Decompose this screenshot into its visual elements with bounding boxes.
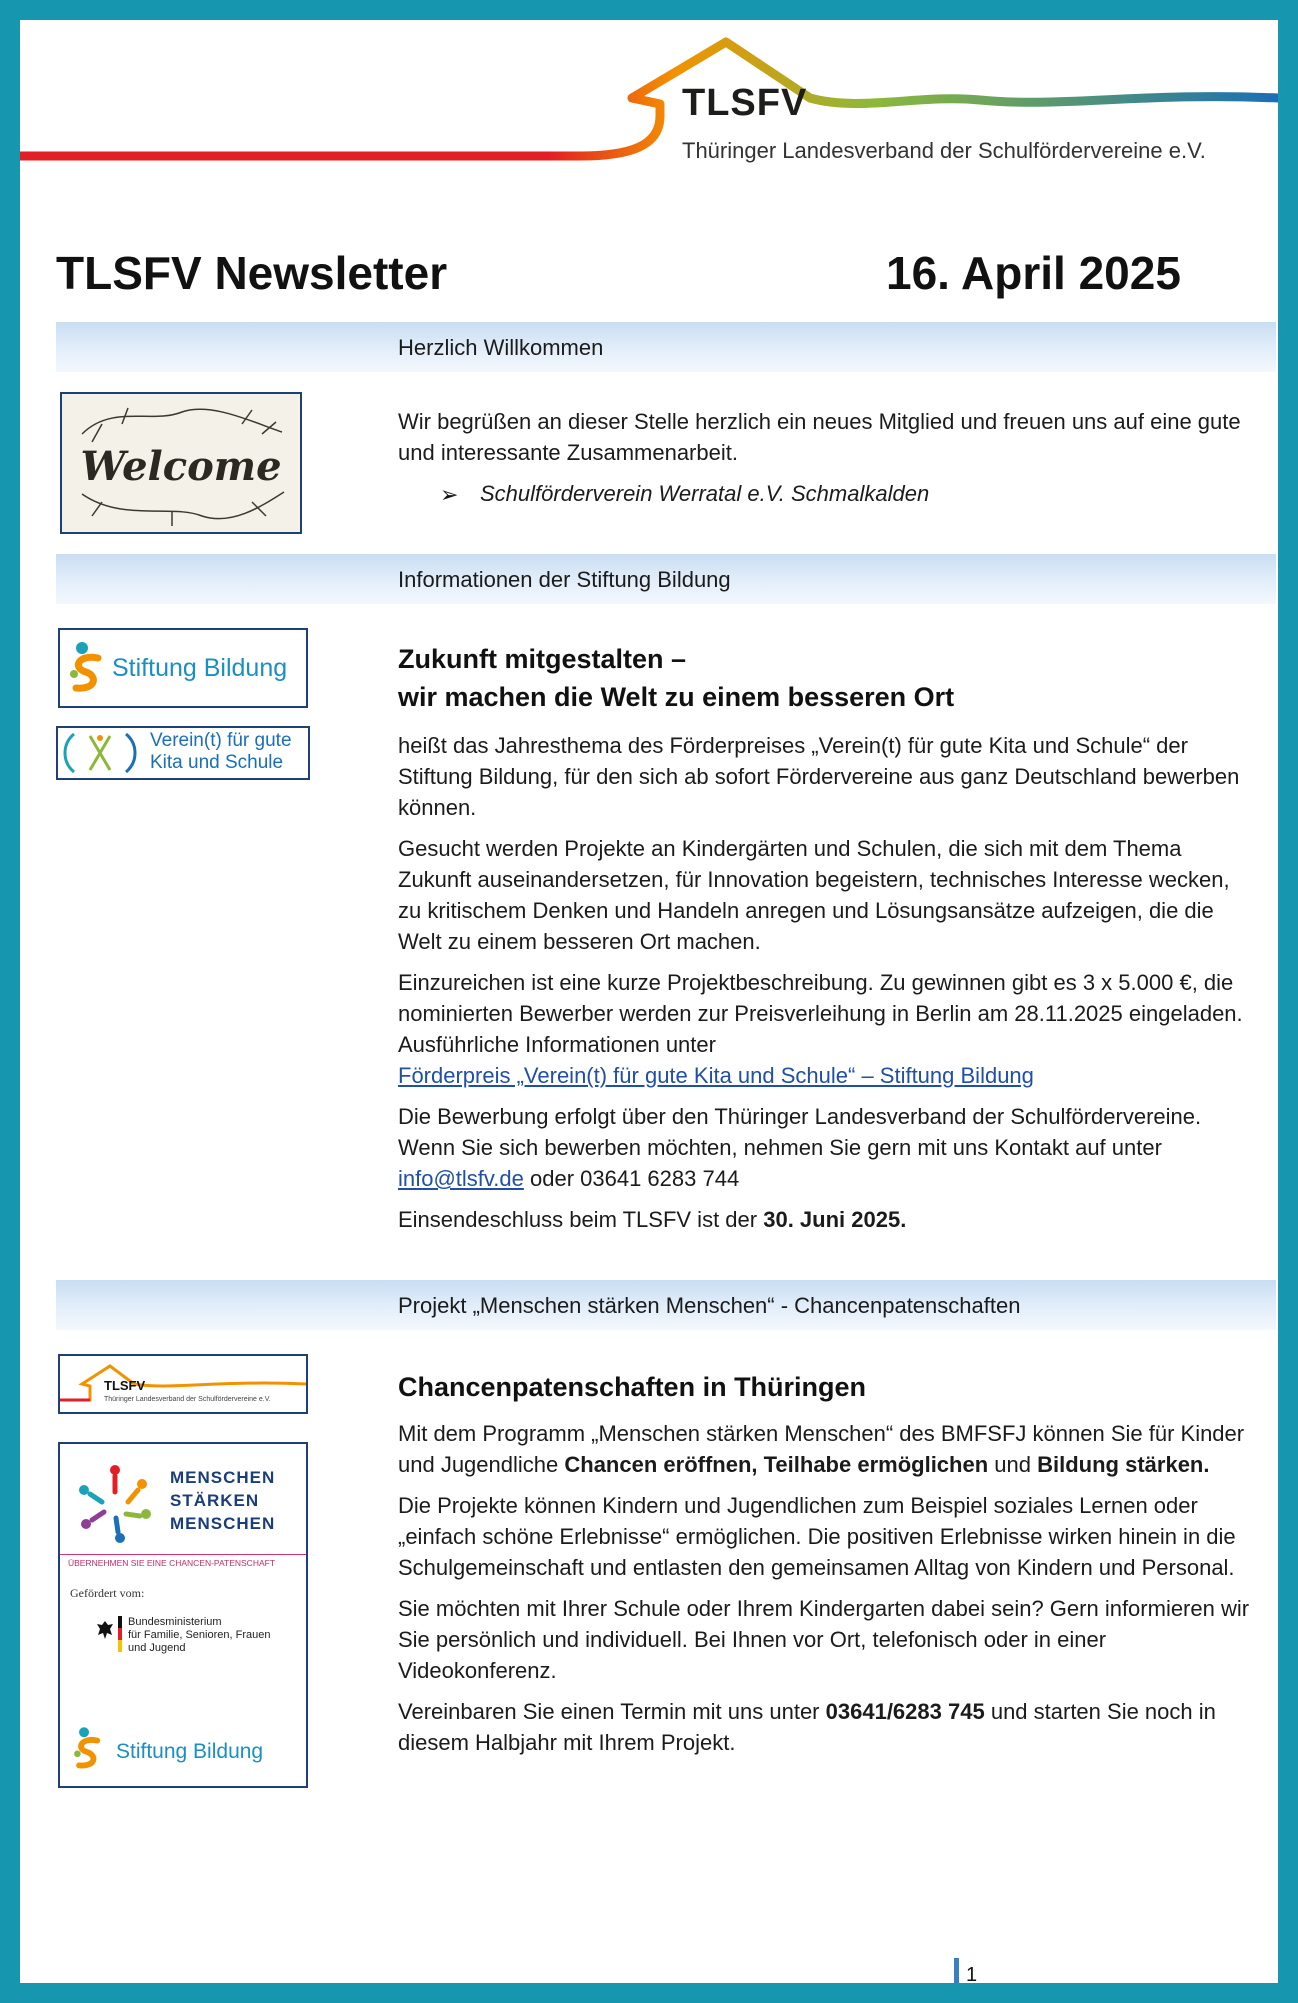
email-link[interactable]: info@tlsfv.de [398,1166,524,1191]
section-header-welcome [56,322,1276,372]
menschen-p1-c: und [994,1452,1031,1477]
menschen-p4-a: Vereinbaren Sie einen Termin mit uns unter [398,1699,820,1724]
welcome-text: Wir begrüßen an dieser Stelle herzlich ein neues Mitglied und freuen uns auf eine gute und interessante Zusammenarbeit. [398,409,1241,465]
stiftung-paragraph-1: heißt das Jahresthema des Förderpreises „Verein(t) für gute Kita und Schule“ der Stiftung Bildung, für den sich ab sofort Fördervereine aus ganz Deutschland bewerben können. [398,733,1240,820]
menschen-p1-a: Mit dem Programm „Menschen stärken Menschen“ des BMFSFJ können Sie für Kinder und Jugendliche [398,1421,1245,1477]
welcome-image [60,392,302,534]
menschen-title: Chancenpatenschaften in Thüringen [398,1372,867,1402]
tlsfv-small-roof-graphic [60,1356,306,1412]
welcome-ornament-graphic [62,394,300,532]
menschen-paragraph-4 [398,1696,1258,1758]
menschen-p4-phone: 03641/6283 745 [825,1699,985,1724]
msm-line2: STÄRKEN [170,1491,260,1510]
stiftung-swirl-icon-small [72,1724,106,1772]
stiftung-paragraph-3-text: Einzureichen ist eine kurze Projektbeschreibung. Zu gewinnen gibt es 3 x 5.000 €, die nominierten Bewerber werden zur Preisverleihung in Berlin am 28.11.2025 eingeladen. Ausführliche Informationen unter [398,970,1243,1057]
arrow-bullet-icon: ➢ [440,482,459,507]
foerderpreis-link[interactable]: Förderpreis „Verein(t) für gute Kita und Schule“ – Stiftung Bildung [398,1063,1034,1088]
page-number-marker [954,1958,959,1983]
stiftung-paragraph-3 [398,967,1258,1091]
ministry-line2: für Familie, Senioren, Frauen [128,1629,271,1641]
people-circle-icon [72,1462,158,1544]
stiftung-bildung-logo [58,628,308,708]
stiftung-title-line2: wir machen die Welt zu einem besseren Ort [398,682,955,712]
section-header-stiftung [56,554,1276,604]
stiftung-swirl-icon [68,638,108,696]
menschen-paragraph-2: Die Projekte können Kindern und Jugendlichen zum Beispiel soziales Lernen oder „einfach schöne Erlebnisse“ ermöglichen. Die positiven Erlebnisse wirken hinein in die Schulgemeinschaft und entlasten den gemeinsamen Alltag von Kindern und Personal. [398,1493,1236,1580]
stiftung-paragraph-5 [398,1204,1258,1235]
menschen-paragraph-3: Sie möchten mit Ihrer Schule oder Ihrem Kindergarten dabei sein? Gern informieren wir Sie persönlich und individuell. Bei Ihnen vor Ort, telefonisch oder in einer Videokonferenz. [398,1596,1250,1683]
menschen-paragraph-1 [398,1418,1258,1480]
tlsfv-small-sub: Thüringer Landesverband der Schulfördervereine e.V. [104,1396,271,1403]
menschen-p1-d: Bildung stärken. [1037,1452,1210,1477]
msm-funded-label: Gefördert vom: [70,1586,145,1600]
tlsfv-small-logo [58,1354,308,1414]
menschen-body [398,1418,1258,1768]
tlsfv-small-brand: TLSFV [104,1378,146,1393]
section-heading: Projekt „Menschen stärken Menschen“ - Chancenpatenschaften [398,1293,1021,1318]
welcome-word: Welcome [80,443,282,490]
newsletter-date: 16. April 2025 [886,247,1181,299]
newsletter-page [20,20,1278,1983]
federal-eagle-icon [96,1620,114,1640]
deadline-prefix: Einsendeschluss beim TLSFV ist der [398,1207,758,1232]
stiftung-body [398,730,1258,1245]
ministry-line3: und Jugend [128,1642,186,1654]
stiftung-paragraph-4 [398,1101,1258,1194]
welcome-member: Schulförderverein Werratal e.V. Schmalkalden [480,481,930,506]
section-heading: Informationen der Stiftung Bildung [398,567,731,592]
msm-tagline: ÜBERNEHMEN SIE EINE CHANCEN-PATENSCHAFT [68,1558,276,1568]
menschen-staerken-menschen-logo [58,1442,308,1788]
verein-logo-line2: Kita und Schule [150,752,284,773]
msm-line1: MENSCHEN [170,1468,276,1487]
brand-name: TLSFV [682,82,808,124]
verein-brackets-icon [60,730,140,776]
stiftung-title-line1: Zukunft mitgestalten – [398,644,687,674]
page-number: 1 [966,1964,978,1983]
stiftung-title [398,640,1258,716]
brand-subtitle: Thüringer Landesverband der Schulfördervereine e.V. [682,138,1206,163]
newsletter-title: TLSFV Newsletter [56,247,448,299]
verein-kita-schule-logo [56,726,310,780]
verein-logo-line1: Verein(t) für gute [150,730,292,751]
msm-line3: MENSCHEN [170,1514,276,1533]
ministry-line1: Bundesministerium [128,1616,222,1628]
stiftung-paragraph-4-text: Die Bewerbung erfolgt über den Thüringer Landesverband der Schulfördervereine. Wenn Sie sich bewerben möchten, nehmen Sie gern mit uns Kontakt auf unter [398,1104,1202,1160]
section-header-menschen [56,1280,1276,1330]
tlsfv-roof-logo-graphic [20,20,1278,200]
stiftung-paragraph-2: Gesucht werden Projekte an Kindergärten und Schulen, die sich mit dem Thema Zukunft auseinandersetzen, für Innovation begeistern, technisches Interesse wecken, zu kritischem Denken und Handeln anregen und Lösungsansätze aufzeigen, die die Welt zu einem besseren Ort machen. [398,836,1230,954]
stiftung-logo-text: Stiftung Bildung [112,654,288,682]
section-heading: Herzlich Willkommen [398,335,604,360]
msm-stiftung-text: Stiftung Bildung [116,1740,264,1763]
deadline-date: 30. Juni 2025. [763,1207,907,1232]
contact-phone: oder 03641 6283 744 [530,1166,740,1191]
menschen-p4-b: und starten Sie noch in diesem Halbjahr mit Ihrem Projekt. [398,1699,1216,1755]
menschen-p1-b: Chancen eröffnen, Teilhabe ermöglichen [564,1452,989,1477]
